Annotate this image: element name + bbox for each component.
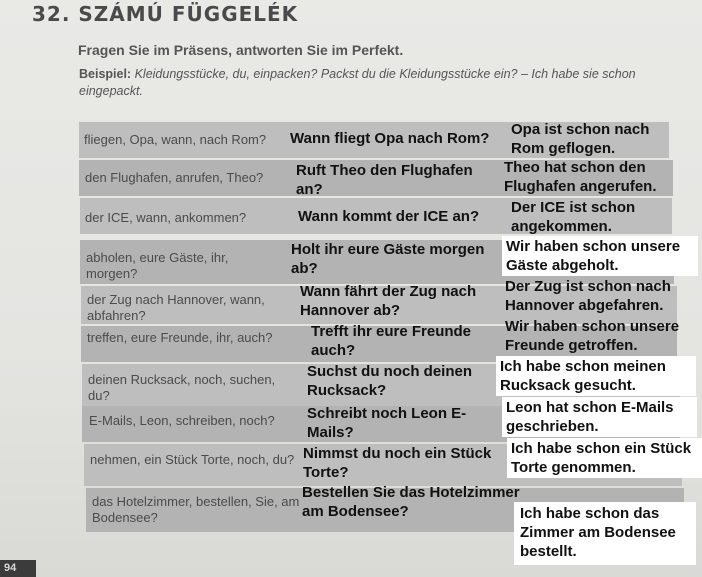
prompt-cell: fliegen, Opa, wann, nach Rom? xyxy=(84,132,267,147)
question-cell: Holt ihr eure Gäste morgen ab? xyxy=(291,241,485,277)
question-cell: Ruft Theo den Flughafen an? xyxy=(296,162,473,198)
answer-cell: Ich habe schon meinen Rucksack gesucht. xyxy=(496,356,696,396)
question-cell: Suchst du noch deinen Rucksack? xyxy=(307,363,473,399)
answer-cell: Opa ist schon nach Rom geflogen. xyxy=(511,121,650,157)
question-cell: Wann fliegt Opa nach Rom? xyxy=(290,130,490,147)
task-instruction: Fragen Sie im Präsens, antworten Sie im Perfekt. xyxy=(78,42,404,58)
page-number: 94 xyxy=(4,562,17,574)
prompt-cell: den Flughafen, anrufen, Theo? xyxy=(85,170,264,185)
answer-cell: Ich habe schon ein Stück Torte genommen. xyxy=(507,438,702,478)
prompt-cell: deinen Rucksack, noch, suchen, du? xyxy=(88,372,276,403)
answer-cell: Der ICE ist schon angekommen. xyxy=(511,199,636,235)
answer-cell: Der Zug ist schon nach Hannover abgefahren. xyxy=(505,278,671,314)
question-cell: Bestellen Sie das Hotelzimmer am Bodensee? xyxy=(302,484,520,520)
question-cell: Wann kommt der ICE an? xyxy=(298,208,480,225)
page-title: 32. SZÁMÚ FÜGGELÉK xyxy=(32,2,299,26)
prompt-cell: treffen, eure Freunde, ihr, auch? xyxy=(87,330,273,345)
prompt-cell: abholen, eure Gäste, ihr, morgen? xyxy=(86,250,229,281)
question-cell: Trefft ihr eure Freunde auch? xyxy=(311,323,472,359)
question-cell: Schreibt noch Leon E-Mails? xyxy=(307,405,467,441)
example-text: Kleidungsstücke, du, einpacken? Packst du die Kleidungsstücke ein? – Ich habe sie schon eingepackt. xyxy=(79,67,636,98)
question-cell: Nimmst du noch ein Stück Torte? xyxy=(303,445,492,481)
prompt-cell: der Zug nach Hannover, wann, abfahren? xyxy=(87,292,265,323)
answer-cell: Wir haben schon unsere Freunde getroffen. xyxy=(505,318,680,354)
question-cell: Wann fährt der Zug nach Hannover ab? xyxy=(300,283,477,319)
answer-cell: Theo hat schon den Flughafen angerufen. xyxy=(504,159,657,195)
prompt-cell: das Hotelzimmer, bestellen, Sie, am Bodensee? xyxy=(92,494,300,525)
page-number-tab xyxy=(0,560,36,577)
answer-cell: Leon hat schon E-Mails geschrieben. xyxy=(502,397,697,437)
prompt-cell: nehmen, ein Stück Torte, noch, du? xyxy=(90,452,295,467)
prompt-cell: der ICE, wann, ankommen? xyxy=(85,210,247,225)
answer-cell: Ich habe schon das Zimmer am Bodensee bestellt. xyxy=(514,502,696,565)
example-label: Beispiel: xyxy=(79,67,132,81)
example-sentence xyxy=(79,66,669,100)
prompt-cell: E-Mails, Leon, schreiben, noch? xyxy=(89,413,275,428)
answer-cell: Wir haben schon unsere Gäste abgeholt. xyxy=(502,236,698,276)
